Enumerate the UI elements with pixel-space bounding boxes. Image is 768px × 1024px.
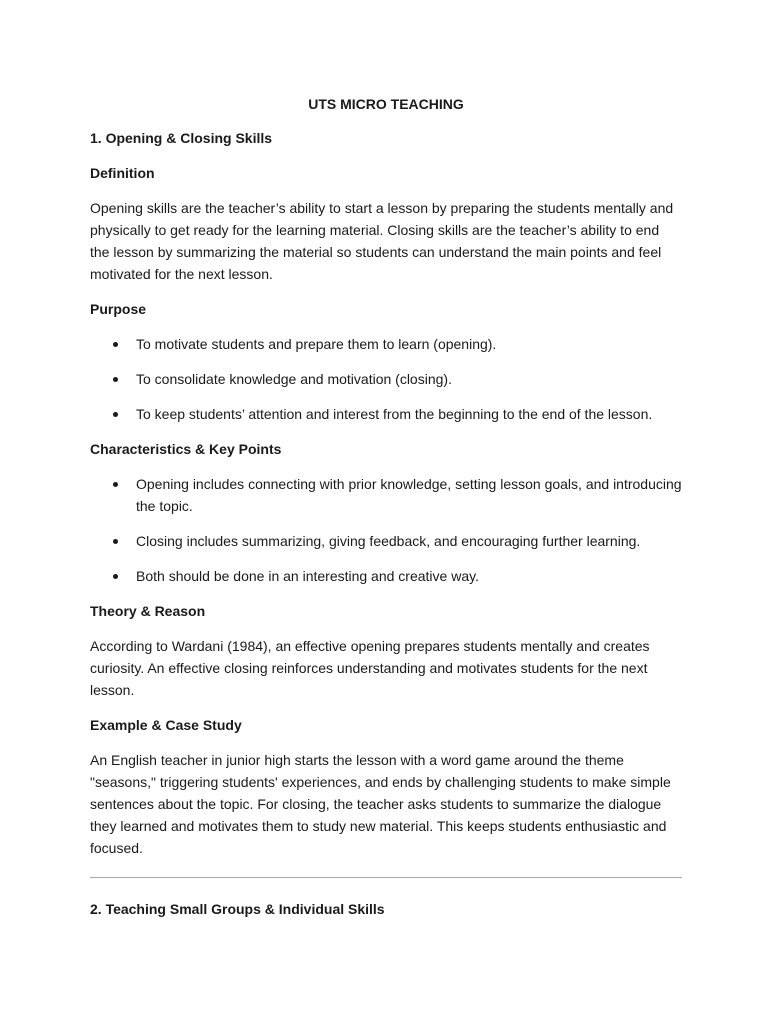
list-item-text: Closing includes summarizing, giving feedback, and encouraging further learning. xyxy=(136,533,641,549)
list-item-text: To consolidate knowledge and motivation (closing). xyxy=(136,371,452,387)
purpose-heading: Purpose xyxy=(90,301,147,317)
document-page xyxy=(90,93,682,933)
list-item xyxy=(90,473,682,517)
list-item xyxy=(90,565,682,587)
list-item xyxy=(90,333,682,355)
bullet-icon xyxy=(113,377,118,382)
list-item-text: To motivate students and prepare them to learn (opening). xyxy=(136,336,497,352)
list-item-text: Both should be done in an interesting and creative way. xyxy=(136,568,479,584)
section-heading-small-groups: 2. Teaching Small Groups & Individual Skills xyxy=(90,901,385,917)
list-item xyxy=(90,403,682,425)
document-title: UTS MICRO TEACHING xyxy=(308,96,464,112)
list-item xyxy=(90,368,682,390)
example-paragraph: An English teacher in junior high starts the lesson with a word game around the theme "seasons," triggering students' experiences, and ends by challenging students to make simple sentences about the topic. For closing, the teacher asks students to summarize the dialogue they learned and motivates them to study new material. This keeps students enthusiastic and focused. xyxy=(90,752,671,856)
example-heading: Example & Case Study xyxy=(90,717,242,733)
section-heading-opening-closing: 1. Opening & Closing Skills xyxy=(90,130,273,146)
characteristics-heading: Characteristics & Key Points xyxy=(90,441,282,457)
bullet-icon xyxy=(113,574,118,579)
theory-paragraph: According to Wardani (1984), an effective opening prepares students mentally and creates curiosity. An effective closing reinforces understanding and motivates students for the next lesson. xyxy=(90,638,650,698)
bullet-icon xyxy=(113,482,118,487)
theory-heading: Theory & Reason xyxy=(90,603,206,619)
bullet-icon xyxy=(113,342,118,347)
list-item-text: To keep students’ attention and interest from the beginning to the end of the lesson. xyxy=(136,406,653,422)
definition-paragraph: Opening skills are the teacher’s ability to start a lesson by preparing the students mentally and physically to get ready for the learning material. Closing skills are the teacher’s ability to end the lesson by summarizing the material so students can understand the main points and feel motivated for the next lesson. xyxy=(90,200,674,282)
section-divider xyxy=(90,877,682,878)
definition-heading: Definition xyxy=(90,165,155,181)
bullet-icon xyxy=(113,412,118,417)
characteristics-list xyxy=(90,473,682,587)
list-item xyxy=(90,530,682,552)
purpose-list xyxy=(90,333,682,425)
bullet-icon xyxy=(113,539,118,544)
list-item-text: Opening includes connecting with prior knowledge, setting lesson goals, and introducing the topic. xyxy=(136,476,682,514)
